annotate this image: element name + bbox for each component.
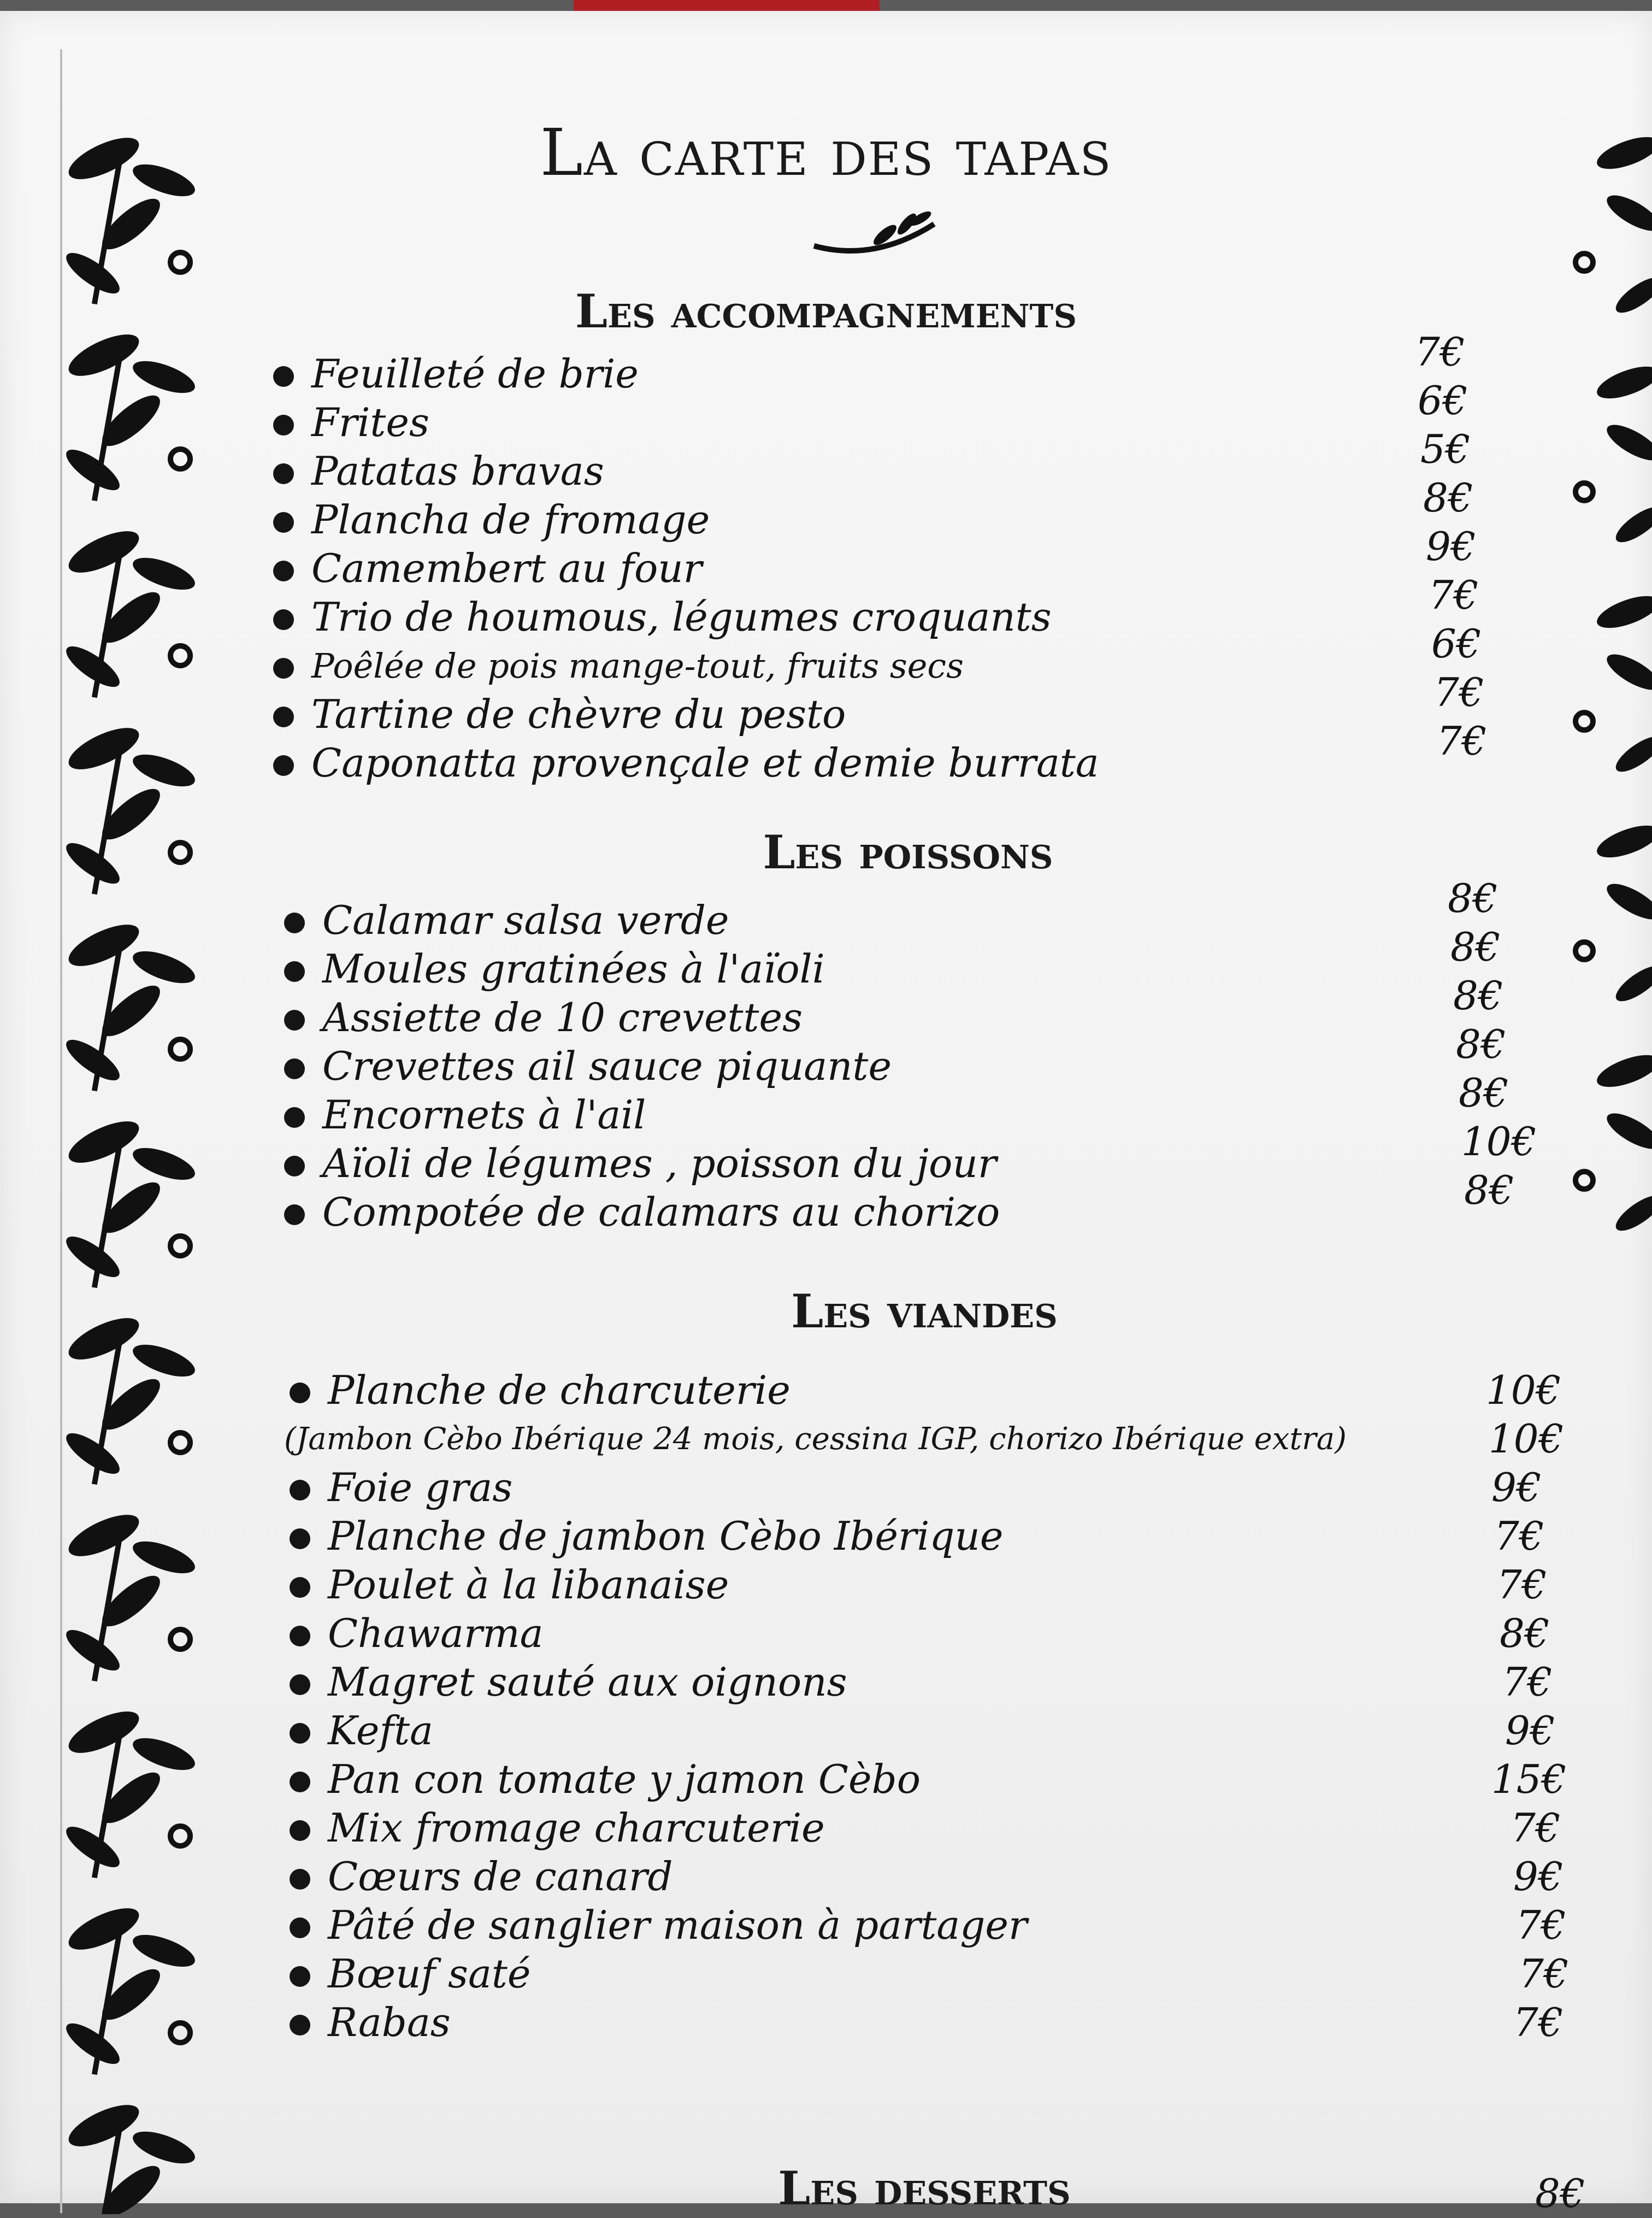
bullet-icon [273, 707, 294, 727]
list-item: Planche de charcuterie 10€ [290, 1366, 1652, 1415]
section-title-poissons: Les poissons [763, 825, 1053, 879]
section-title-accompagnements: Les accompagnements [575, 284, 1077, 338]
olive-branch-border-left-icon [55, 120, 240, 2214]
bullet-icon [284, 913, 305, 933]
list-item: Frites 6€ [273, 398, 1652, 447]
background-red-object [574, 0, 880, 12]
list-item: Poulet à la libanaise 7€ [290, 1561, 1652, 1609]
list-item: Kefta 9€ [290, 1707, 1652, 1755]
bullet-icon [290, 1577, 310, 1598]
bullet-icon [284, 1156, 305, 1176]
bullet-icon [290, 1480, 310, 1501]
bullet-icon [290, 1869, 310, 1890]
list-item: Calamar salsa verde 8€ [284, 896, 1652, 945]
bullet-icon [290, 1674, 310, 1695]
section-poissons-list [284, 875, 1652, 1237]
menu-sheet [0, 11, 1652, 2216]
bullet-icon [290, 1528, 310, 1549]
list-item: Plancha de fromage 8€ [273, 496, 1652, 544]
list-item: Chawarma 8€ [290, 1609, 1652, 1658]
section-title-desserts: Les desserts [778, 2161, 1071, 2215]
bullet-icon [284, 1107, 305, 1128]
bullet-icon [273, 755, 294, 776]
bullet-icon [290, 1723, 310, 1744]
bullet-icon [273, 561, 294, 581]
bullet-icon [273, 512, 294, 533]
list-item: Trio de houmous, légumes croquants 7€ [273, 593, 1652, 642]
section-title-viandes: Les viandes [791, 1284, 1058, 1338]
list-item: Pâté de sanglier maison à partager 7€ [290, 1901, 1652, 1950]
list-item: Foie gras 9€ [290, 1463, 1652, 1512]
bullet-icon [284, 961, 305, 982]
list-item: Bœuf saté 7€ [290, 1950, 1652, 1998]
list-item: Planche de jambon Cèbo Ibérique 7€ [290, 1512, 1652, 1561]
bullet-icon [273, 658, 294, 679]
list-item: Crevettes ail sauce piquante 8€ [284, 1042, 1652, 1091]
bullet-icon [273, 609, 294, 630]
list-item: Rabas 7€ [290, 1998, 1652, 2047]
bullet-icon [290, 1917, 310, 1938]
list-item: Cœurs de canard 9€ [290, 1852, 1652, 1901]
list-item: Pan con tomate y jamon Cèbo 15€ [290, 1755, 1652, 1804]
bullet-icon [284, 1010, 305, 1031]
menu-title: La carte des tapas [540, 115, 1112, 190]
dessert-price-partial: 8€ [1535, 2170, 1585, 2216]
section-accompagnements-list [273, 329, 1652, 787]
bullet-icon [284, 1204, 305, 1225]
list-item: Mix fromage charcuterie 7€ [290, 1804, 1652, 1852]
list-item: Aïoli de légumes , poisson du jour 10€ [284, 1139, 1652, 1188]
bullet-icon [273, 366, 294, 387]
swash-icon [809, 208, 940, 262]
bullet-icon [290, 1820, 310, 1841]
bullet-icon [290, 1772, 310, 1792]
list-item: Encornets à l'ail 8€ [284, 1091, 1652, 1139]
section-viandes-list [284, 1366, 1652, 2047]
list-item: Tartine de chèvre du pesto 7€ [273, 690, 1652, 739]
list-item: Compotée de calamars au chorizo 8€ [284, 1188, 1652, 1237]
bullet-icon [290, 2015, 310, 2035]
list-item: Patatas bravas 5€ [273, 447, 1652, 496]
bullet-icon [284, 1058, 305, 1079]
bullet-icon [290, 1966, 310, 1987]
list-item: Camembert au four 9€ [273, 544, 1652, 593]
list-item: Moules gratinées à l'aïoli 8€ [284, 945, 1652, 993]
list-item: Magret sauté aux oignons 7€ [290, 1658, 1652, 1707]
bullet-icon [290, 1382, 310, 1403]
list-item: Feuilleté de brie 7€ [273, 350, 1652, 398]
list-item: Assiette de 10 crevettes 8€ [284, 993, 1652, 1042]
bullet-icon [273, 463, 294, 484]
list-item: Poêlée de pois mange-tout, fruits secs 6€ [273, 642, 1652, 690]
bullet-icon [273, 415, 294, 436]
list-item: Caponatta provençale et demie burrata 7€ [273, 739, 1652, 787]
list-item: (Jambon Cèbo Ibérique 24 mois, cessina IGP, chorizo Ibérique extra) 10€ [284, 1416, 1564, 1462]
bullet-icon [290, 1626, 310, 1646]
